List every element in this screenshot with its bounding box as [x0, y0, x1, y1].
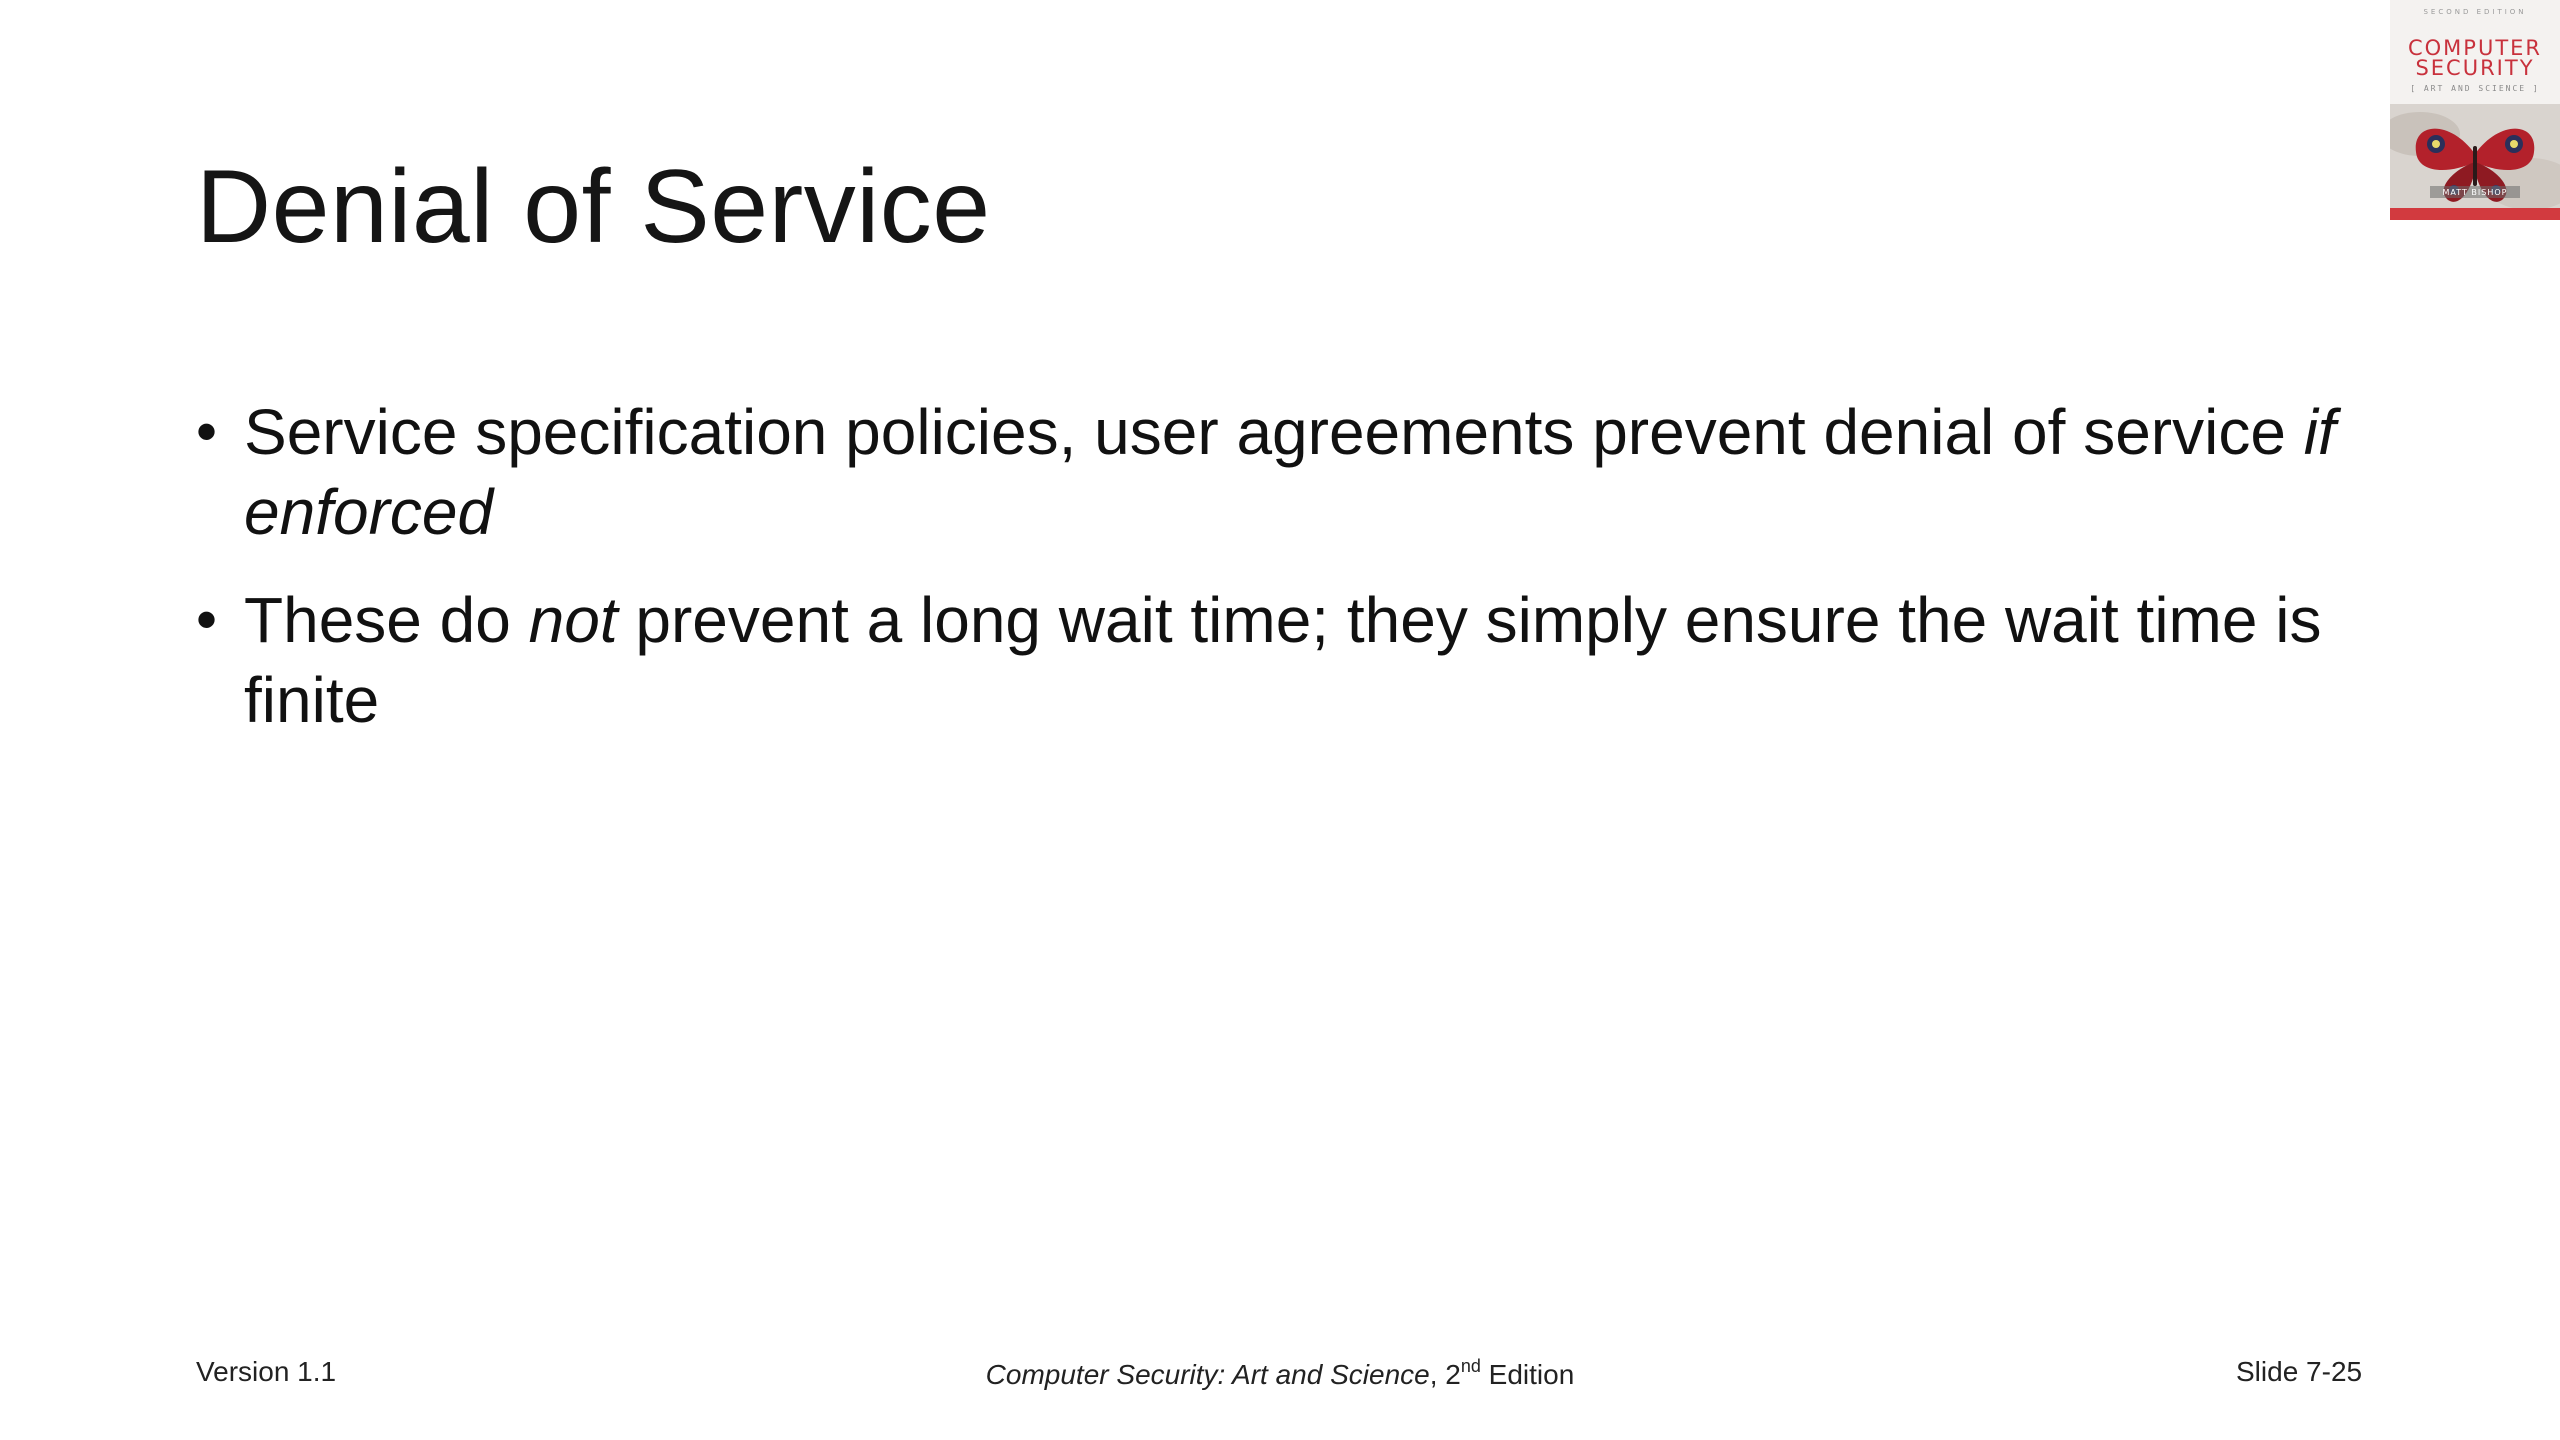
cover-author: MATT BISHOP: [2442, 188, 2508, 197]
bullet-text: [244, 396, 2336, 548]
footer-slide-number: Slide 7-25: [2236, 1356, 2363, 1387]
bullet-text-part: These do: [244, 584, 529, 656]
cover-edition: SECOND EDITION: [2423, 8, 2527, 16]
footer-edition-suffix: Edition: [1480, 1359, 1575, 1390]
book-cover-image: [2390, 0, 2560, 220]
bullet-text: [244, 584, 2321, 736]
bullet-item: [196, 580, 2356, 740]
bullet-list: [196, 392, 2356, 768]
bullet-dot-icon: •: [196, 398, 218, 465]
bullet-text-italic: if enforced: [244, 396, 2336, 548]
bullet-item: [196, 392, 2356, 552]
footer-version: Version 1.1: [196, 1356, 337, 1387]
cover-title: [2390, 38, 2560, 78]
cover-subtitle: [ ART AND SCIENCE ]: [2410, 84, 2540, 93]
bullet-dot-icon: •: [196, 586, 218, 653]
footer-book-title: [0, 1356, 2560, 1391]
footer-book-name: Computer Security: Art and Science: [985, 1359, 1430, 1390]
footer-edition-prefix: , 2: [1429, 1359, 1461, 1390]
cover-band: [2390, 208, 2560, 220]
slide-title: Denial of Service: [196, 149, 991, 265]
bullet-text-part: prevent a long wait time; they simply ensure the wait time is finite: [244, 584, 2322, 736]
bullet-text-italic: not: [528, 584, 618, 656]
bullet-text-part: Service specification policies, user agreements prevent denial of service: [244, 396, 2304, 468]
cover-title-line: COMPUTER: [2407, 36, 2543, 60]
footer-edition-sup: nd: [1460, 1356, 1481, 1376]
cover-title-line: SECURITY: [2415, 56, 2535, 80]
